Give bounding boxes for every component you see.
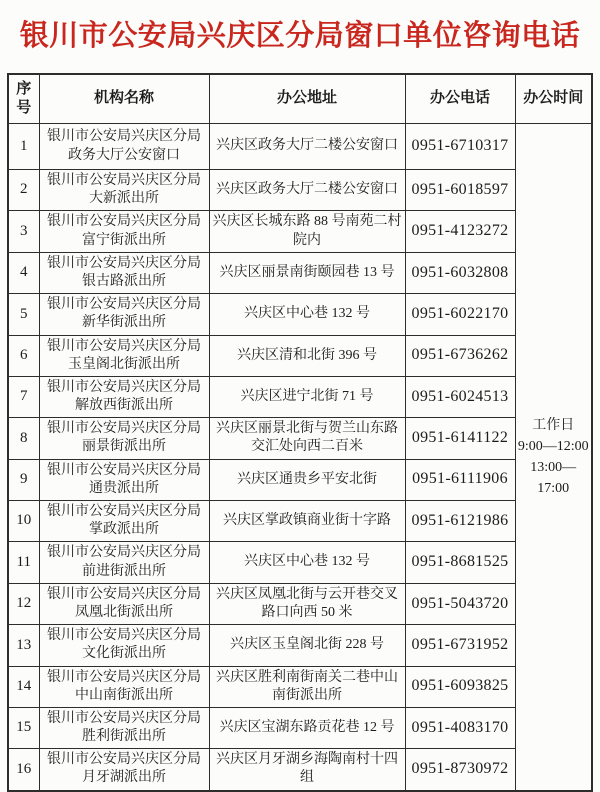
cell-no: 6 (8, 335, 39, 376)
cell-address: 兴庆区丽景南街颐园巷 13 号 (209, 252, 405, 293)
header-no: 序号 (8, 74, 39, 124)
cell-org: 银川市公安局兴庆区分局银古路派出所 (39, 252, 209, 293)
table-row (8, 459, 592, 500)
cell-address: 兴庆区月牙湖乡海陶南村十四组 (209, 749, 405, 791)
cell-org: 银川市公安局兴庆区分局政务大厅公安窗口 (39, 124, 209, 170)
table-row (8, 211, 592, 252)
info-table (7, 73, 593, 792)
cell-phone: 0951-6736262 (405, 335, 515, 376)
cell-no: 12 (8, 583, 39, 624)
cell-org: 银川市公安局兴庆区分局丽景街派出所 (39, 418, 209, 459)
cell-org: 银川市公安局兴庆区分局大新派出所 (39, 170, 209, 211)
office-hours-label: 工作日 (532, 417, 575, 433)
cell-org: 银川市公安局兴庆区分局解放西街派出所 (39, 376, 209, 417)
table-row (8, 124, 592, 170)
cell-org: 银川市公安局兴庆区分局胜利街派出所 (39, 707, 209, 748)
page-title: 银川市公安局兴庆区分局窗口单位咨询电话 (19, 20, 581, 52)
cell-org: 银川市公安局兴庆区分局新华街派出所 (39, 294, 209, 335)
cell-phone: 0951-6111906 (405, 459, 515, 500)
cell-address: 兴庆区凤凰北街与云开巷交叉路口向西 50 米 (209, 583, 405, 624)
cell-no: 1 (8, 124, 39, 170)
cell-address: 兴庆区中心巷 132 号 (209, 542, 405, 583)
cell-no: 4 (8, 252, 39, 293)
cell-address: 兴庆区进宁北街 71 号 (209, 376, 405, 417)
header-phone: 办公电话 (405, 74, 515, 124)
table-row (8, 749, 592, 791)
cell-no: 5 (8, 294, 39, 335)
table-row (8, 294, 592, 335)
cell-address: 兴庆区中心巷 132 号 (209, 294, 405, 335)
cell-address: 兴庆区玉皇阁北街 228 号 (209, 625, 405, 666)
table-row (8, 335, 592, 376)
cell-org: 银川市公安局兴庆区分局掌政派出所 (39, 501, 209, 542)
office-hours-afternoon: 13:00—17:00 (530, 459, 577, 496)
cell-no: 14 (8, 666, 39, 707)
header-row (8, 74, 592, 124)
header-org: 机构名称 (39, 74, 209, 124)
cell-address: 兴庆区掌政镇商业街十字路 (209, 501, 405, 542)
cell-org: 银川市公安局兴庆区分局富宁街派出所 (39, 211, 209, 252)
cell-phone: 0951-6710317 (405, 124, 515, 170)
table-row (8, 625, 592, 666)
cell-org: 银川市公安局兴庆区分局凤凰北街派出所 (39, 583, 209, 624)
cell-address: 兴庆区清和北街 396 号 (209, 335, 405, 376)
office-hours-cell (515, 124, 592, 791)
table-row (8, 707, 592, 748)
cell-address: 兴庆区长城东路 88 号南苑二村院内 (209, 211, 405, 252)
table-row (8, 666, 592, 707)
cell-phone: 0951-6093825 (405, 666, 515, 707)
cell-org: 银川市公安局兴庆区分局玉皇阁北街派出所 (39, 335, 209, 376)
table-row (8, 418, 592, 459)
cell-org: 银川市公安局兴庆区分局月牙湖派出所 (39, 749, 209, 791)
cell-phone: 0951-6024513 (405, 376, 515, 417)
cell-phone: 0951-6141122 (405, 418, 515, 459)
cell-phone: 0951-8681525 (405, 542, 515, 583)
cell-phone: 0951-8730972 (405, 749, 515, 791)
cell-phone: 0951-6018597 (405, 170, 515, 211)
cell-phone: 0951-6032808 (405, 252, 515, 293)
cell-org: 银川市公安局兴庆区分局前进街派出所 (39, 542, 209, 583)
cell-no: 2 (8, 170, 39, 211)
cell-phone: 0951-6022170 (405, 294, 515, 335)
cell-org: 银川市公安局兴庆区分局通贵派出所 (39, 459, 209, 500)
table-row (8, 376, 592, 417)
table-row (8, 252, 592, 293)
cell-address: 兴庆区丽景北街与贺兰山东路交汇处向西二百米 (209, 418, 405, 459)
header-hours: 办公时间 (515, 74, 592, 124)
cell-address: 兴庆区政务大厅二楼公安窗口 (209, 170, 405, 211)
cell-no: 10 (8, 501, 39, 542)
header-address: 办公地址 (209, 74, 405, 124)
cell-no: 15 (8, 707, 39, 748)
office-hours-morning: 9:00—12:00 (517, 438, 589, 454)
table-row (8, 170, 592, 211)
cell-address: 兴庆区宝湖东路贡花巷 12 号 (209, 707, 405, 748)
cell-address: 兴庆区通贵乡平安北街 (209, 459, 405, 500)
cell-no: 11 (8, 542, 39, 583)
cell-org: 银川市公安局兴庆区分局中山南街派出所 (39, 666, 209, 707)
cell-phone: 0951-4123272 (405, 211, 515, 252)
cell-no: 7 (8, 376, 39, 417)
cell-phone: 0951-4083170 (405, 707, 515, 748)
cell-no: 16 (8, 749, 39, 791)
table-row (8, 583, 592, 624)
cell-phone: 0951-6731952 (405, 625, 515, 666)
cell-org: 银川市公安局兴庆区分局文化街派出所 (39, 625, 209, 666)
cell-phone: 0951-6121986 (405, 501, 515, 542)
cell-no: 9 (8, 459, 39, 500)
table-row (8, 501, 592, 542)
cell-no: 8 (8, 418, 39, 459)
table-row (8, 542, 592, 583)
cell-no: 13 (8, 625, 39, 666)
cell-phone: 0951-5043720 (405, 583, 515, 624)
cell-no: 3 (8, 211, 39, 252)
cell-address: 兴庆区胜利南街南关二巷中山南街派出所 (209, 666, 405, 707)
cell-address: 兴庆区政务大厅二楼公安窗口 (209, 124, 405, 170)
